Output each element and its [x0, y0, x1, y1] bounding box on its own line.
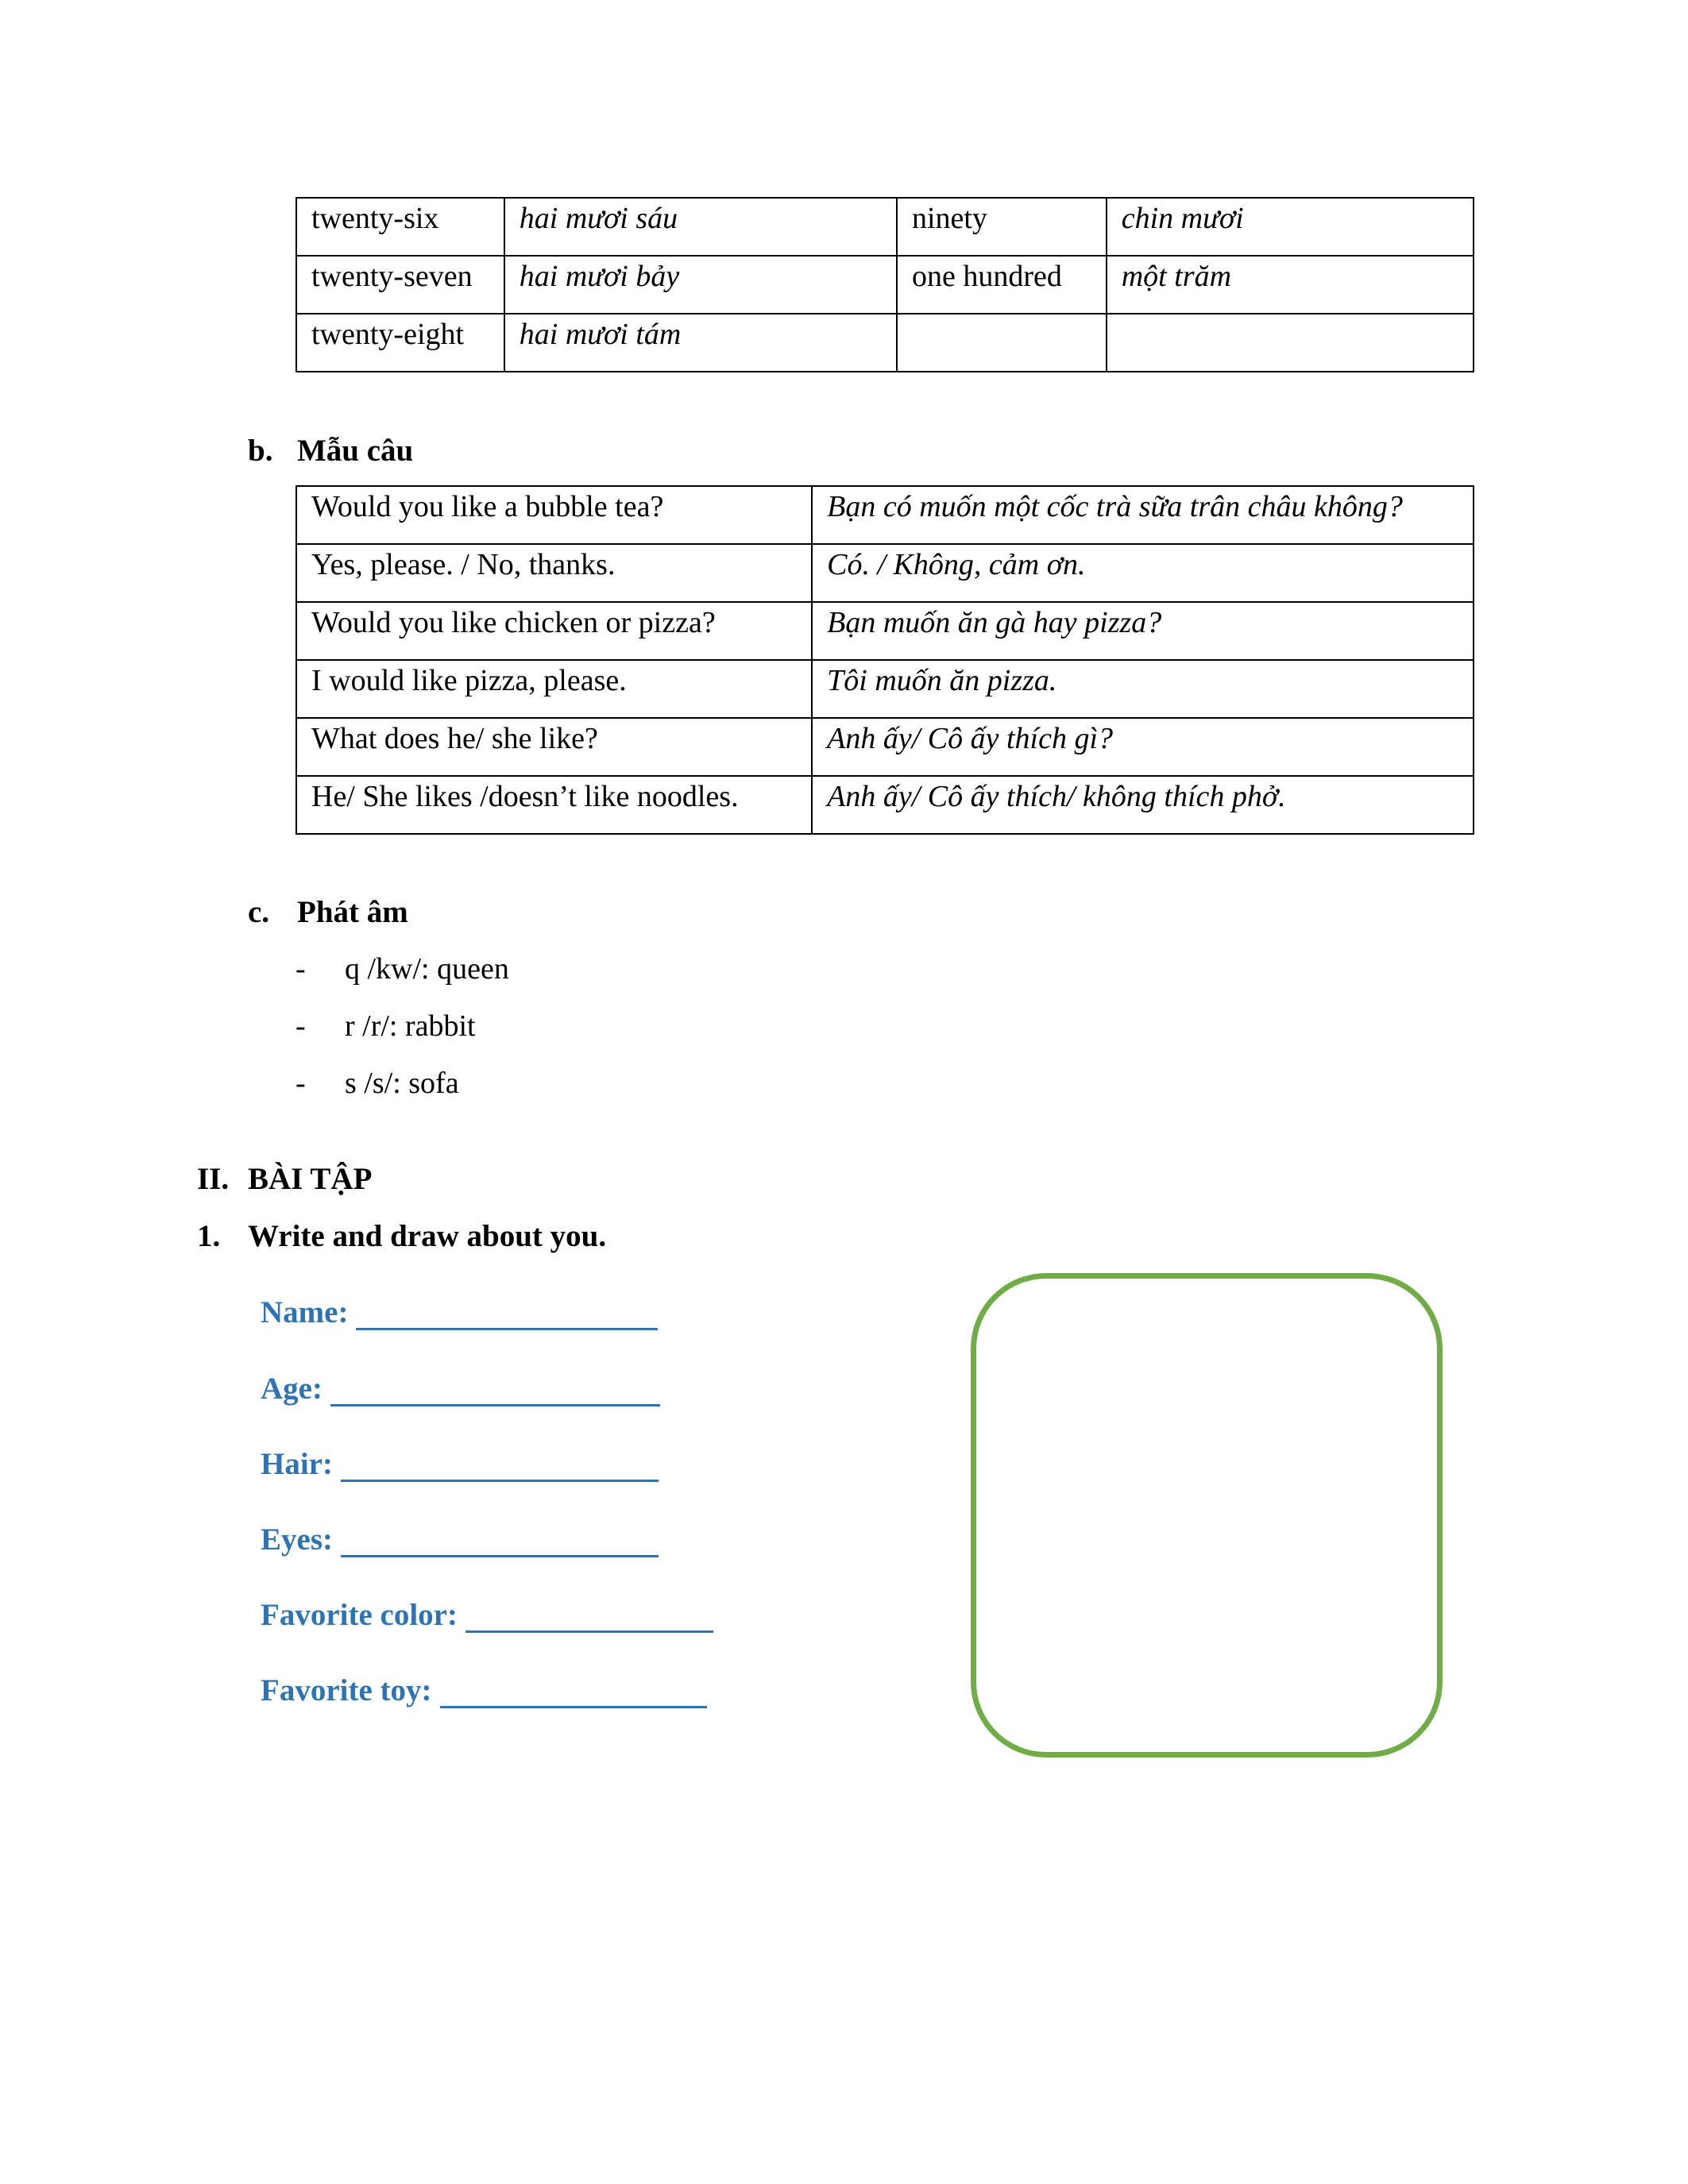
numbers-table [295, 197, 1474, 372]
table-row [296, 256, 1474, 314]
answer-line [341, 1528, 659, 1557]
exercise-1-label: 1. [197, 1219, 221, 1253]
table-row [296, 602, 1474, 660]
sentence-patterns-table [295, 485, 1474, 835]
table-row [296, 198, 1474, 256]
exercise-1-title: Write and draw about you. [248, 1219, 607, 1253]
vietnamese-sentence: Bạn có muốn một cốc trà sữa trân châu không? [812, 486, 1474, 544]
english-number: twenty-six [296, 198, 504, 256]
bullet-dash: - [295, 952, 306, 986]
part-ii-label: II. [197, 1162, 230, 1196]
vietnamese-number: hai mươi bảy [504, 256, 897, 314]
age-field [261, 1371, 660, 1406]
field-label: Favorite color: [261, 1598, 458, 1632]
english-number: twenty-seven [296, 256, 504, 314]
pronunciation-item: s /s/: sofa [345, 1067, 459, 1100]
table-row [296, 544, 1474, 602]
table-row [296, 486, 1474, 544]
name-field [261, 1295, 658, 1330]
vietnamese-sentence: Có. / Không, cảm ơn. [812, 544, 1474, 602]
pronunciation-item: q /kw/: queen [345, 952, 509, 986]
answer-line [356, 1301, 658, 1330]
vietnamese-sentence: Bạn muốn ăn gà hay pizza? [812, 602, 1474, 660]
section-b-title: Mẫu câu [297, 434, 414, 468]
hair-field [261, 1446, 659, 1482]
table-row [296, 776, 1474, 834]
field-label: Hair: [261, 1447, 333, 1481]
english-sentence: He/ She likes /doesn’t like noodles. [296, 776, 812, 834]
answer-line [440, 1679, 707, 1708]
section-c-title: Phát âm [297, 895, 408, 929]
english-number: ninety [897, 198, 1107, 256]
vietnamese-sentence: Anh ấy/ Cô ấy thích gì? [812, 718, 1474, 776]
vietnamese-number: hai mươi sáu [504, 198, 897, 256]
answer-line [341, 1453, 659, 1482]
vietnamese-sentence: Anh ấy/ Cô ấy thích/ không thích phở. [812, 776, 1474, 834]
bullet-dash: - [295, 1009, 306, 1043]
english-number [897, 314, 1107, 372]
vietnamese-number: hai mươi tám [504, 314, 897, 372]
english-sentence: What does he/ she like? [296, 718, 812, 776]
field-label: Eyes: [261, 1522, 333, 1557]
section-c-label: c. [248, 895, 270, 929]
drawing-box[interactable] [971, 1273, 1443, 1758]
field-label: Name: [261, 1295, 349, 1329]
english-number: twenty-eight [296, 314, 504, 372]
vietnamese-number [1107, 314, 1474, 372]
pronunciation-item: r /r/: rabbit [345, 1009, 476, 1043]
table-row [296, 660, 1474, 718]
english-number: one hundred [897, 256, 1107, 314]
vietnamese-number: chin mươi [1107, 198, 1474, 256]
favorite-color-field [261, 1597, 713, 1633]
section-b-label: b. [248, 434, 273, 468]
table-row [296, 718, 1474, 776]
field-label: Favorite toy: [261, 1673, 432, 1707]
vietnamese-sentence: Tôi muốn ăn pizza. [812, 660, 1474, 718]
part-ii-title: BÀI TẬP [248, 1162, 373, 1196]
eyes-field [261, 1522, 659, 1557]
english-sentence: Yes, please. / No, thanks. [296, 544, 812, 602]
field-label: Age: [261, 1372, 323, 1406]
table-row [296, 314, 1474, 372]
bullet-dash: - [295, 1067, 306, 1100]
vietnamese-number: một trăm [1107, 256, 1474, 314]
english-sentence: I would like pizza, please. [296, 660, 812, 718]
answer-line [465, 1603, 713, 1633]
answer-line [330, 1377, 660, 1406]
favorite-toy-field [261, 1673, 707, 1708]
english-sentence: Would you like a bubble tea? [296, 486, 812, 544]
english-sentence: Would you like chicken or pizza? [296, 602, 812, 660]
